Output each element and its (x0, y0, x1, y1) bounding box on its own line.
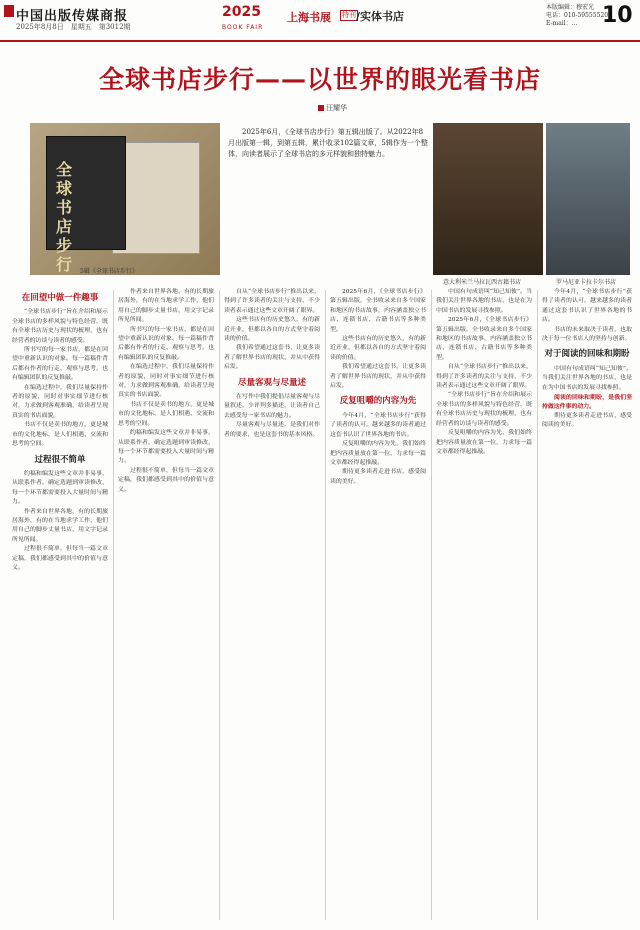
paragraph: 中国有句成语叫“知己知彼”。当我们关注世界各地的书店，也是在为中国书店的发展寻找参照。 (542, 365, 632, 391)
column-divider (113, 290, 114, 920)
book-fair-name: 上海书展 (287, 11, 331, 24)
paragraph: 中国有句成语叫“知己知彼”。当我们关注世界各地的书店，也是在为中国书店的发展寻找参照。 (436, 289, 532, 314)
subheading-1: 在回望中做一件趣事 (21, 293, 99, 303)
column-4 (330, 288, 426, 923)
intro-paragraph: 2025年6月，《全球书店步行》第五辑出版了。从2022年8月出版第一辑，到第五辑，累计收录102篇文章，5辑作为一个整体，向读者展示了全球书店的多元样貌和独特魅力。 (228, 128, 428, 158)
cover-title: 全球书店步行 (56, 160, 73, 274)
paragraph: 书店的未来取决于读者，也取决于每一位书店人的坚持与创新。 (542, 326, 632, 343)
column-1 (12, 288, 108, 923)
paragraph: 我们希望通过这套书，让更多读者了解世界书店的现状，并从中获得启发。 (224, 345, 320, 371)
column-2 (118, 288, 214, 923)
highlight-paragraph: 阅读的回味和期盼，是我们坚持做这件事的动力。 (542, 394, 632, 411)
paper-name: 中国出版传媒商报 (16, 9, 129, 24)
caption-street: 罗马尼亚卡拉卡尔书店 (556, 279, 617, 286)
paragraph: “全球书店步行”旨在介绍和展示全球书店的多样风貌与特色经营，既有全球书店历史与现状的梳理，也有经营者的访谈与读者的感受。 (12, 309, 108, 344)
paragraph: 我们希望通过这套书，让更多读者了解世界书店的现状，并从中获得启发。 (330, 364, 426, 390)
masthead (0, 0, 640, 42)
paragraph: 今年4月，“全球书店步行”获得了读者的认可，越来越多的读者通过这套书认识了世界各地的书店。 (542, 289, 632, 324)
subheading-4: 对于阅读的回味和期盼 (544, 349, 630, 360)
paragraph: 自从“全球书店步行”推出以来，得到了许多读者的关注与支持，不少读者表示通过这些文章开阔了眼界。 (224, 289, 320, 314)
issue-line: 2025年8月8日 星期五 第3012期 (16, 23, 131, 31)
paragraph: 约稿和编发这些文章并非易事，从联系作者、确定选题到审读修改，每一个环节都需要投入大量时间与精力。 (12, 470, 108, 506)
paragraph: 2025年6月，《全球书店步行》第五辑出版，全书收录来自多个国家和地区的书店故事，内容涵盖独立书店、连锁书店、古籍书店等多种类型。 (330, 289, 426, 333)
subheading-5: 反复咀嚼的内容为先 (339, 396, 417, 407)
column-3 (224, 288, 320, 923)
byline: 汪耀华 (318, 103, 347, 113)
editor-info (546, 4, 608, 28)
paragraph: 书店不仅是卖书的地方，更是城市的文化地标，是人们相遇、交流和思考的空间。 (118, 401, 214, 427)
paragraph: “全球书店步行”旨在介绍和展示全球书店的多样风貌与特色经营，既有全球书店历史与现状的梳理，也有经营者的访谈与读者的感受。 (436, 392, 532, 427)
paragraph: 在编选过程中，我们尽量保持作者的原貌，同时对事实细节进行核对，力求做到客观准确，给读者呈现真实的书店面貌。 (12, 384, 108, 419)
paragraph: 反复咀嚼的内容为先，我们始终把内容质量放在第一位，力求每一篇文章都经得起推敲。 (436, 430, 532, 455)
paragraph: 期待更多读者走进书店，感受阅读的美好。 (330, 469, 426, 485)
paragraph: 今年4月，“全球书店步行”获得了读者的认可，越来越多的读者通过这套书认识了世界各地的书店。 (330, 412, 426, 438)
paragraph: 2025年6月，《全球书店步行》第五辑出版，全书收录来自多个国家和地区的书店故事，内容涵盖独立书店、连锁书店、古籍书店等多种类型。 (436, 317, 532, 361)
paragraph: 过程很不简单，但每当一篇文章定稿，我们都感受到其中的价值与意义。 (12, 546, 108, 571)
store-photo (433, 123, 543, 275)
paragraph: 所书写的每一家书店，都是在回望中重新认识的对象。每一篇稿件背后都有作者的行走、观察与思考，也有编辑团队的反复推敲。 (118, 326, 214, 361)
paragraph: 自从“全球书店步行”推出以来，得到了许多读者的关注与支持，不少读者表示通过这些文章开阔了眼界。 (436, 364, 532, 390)
paragraph: 书店不仅是卖书的地方，更是城市的文化地标，是人们相遇、交流和思考的空间。 (12, 422, 108, 448)
paragraph: 所书写的每一家书店，都是在回望中重新认识的对象。每一篇稿件背后都有作者的行走、观察与思考，也有编辑团队的反复推敲。 (12, 347, 108, 382)
paragraph: 这些书店有的历史悠久，有的新近开业，但都以各自的方式坚守着阅读的价值。 (330, 336, 426, 361)
phone-line: 电话：010-59555520 (546, 12, 609, 19)
book-fair-logo: 2025 (222, 4, 261, 20)
paragraph: 期待更多读者走进书店，感受阅读的美好。 (542, 412, 632, 429)
column-divider (325, 290, 326, 920)
street-photo (546, 123, 630, 275)
paragraph: 作者来自世界各地，有的长期旅居海外，有的在当地求学工作，他们用自己的脚步丈量书店，用文字记录所见所闻。 (118, 289, 214, 324)
column-divider (431, 290, 432, 920)
book-fair-sub: BOOK FAIR (222, 24, 264, 31)
paragraph: 反复咀嚼的内容为先，我们始终把内容质量放在第一位，力求每一篇文章都经得起推敲。 (330, 441, 426, 466)
subheading-3: 尽量客观与尽量述 (237, 377, 306, 388)
special-tag: 特刊 (342, 11, 356, 19)
intro-text (228, 127, 428, 160)
paragraph: 约稿和编发这些文章并非易事，从联系作者、确定选题到审读修改，每一个环节都需要投入大量时间与精力。 (118, 430, 214, 465)
header-rule (0, 40, 640, 42)
section-name: /实体书店 (356, 10, 405, 23)
headline: 全球书店步行——以世界的眼光看书店 (98, 65, 541, 94)
paragraph: 作者来自世界各地，有的长期旅居海外，有的在当地求学工作，他们用自己的脚步丈量书店，用文字记录所见所闻。 (12, 508, 108, 543)
column-divider (219, 290, 220, 920)
column-divider (537, 290, 538, 920)
paragraph: 过程很不简单，但每当一篇文章定稿，我们都感受到其中的价值与意义。 (118, 467, 214, 493)
paper-logo-icon (4, 5, 14, 17)
caption-cover: 5辑《全球书店步行》 (80, 268, 138, 275)
paragraph: 在编选过程中，我们尽量保持作者的原貌，同时对事实细节进行核对，力求做到客观准确，给读者呈现真实的书店面貌。 (118, 364, 214, 399)
column-5 (436, 288, 532, 923)
column-6 (542, 288, 632, 923)
caption-store: 意大利米兰马拉瓦西古籍书店 (443, 279, 522, 286)
paragraph: 这些书店有的历史悠久，有的新近开业，但都以各自的方式坚守着阅读的价值。 (224, 317, 320, 343)
page-number: 10 (602, 3, 633, 28)
email-line: E-mail：… (546, 20, 578, 27)
paragraph: 在写作中我们提倡尽量客观与尽量叙述，少评判多描述，让读者自己去感受每一家书店的魅力。 (224, 394, 320, 419)
paragraph: 尽量客观与尽量述，是我们对作者的要求，也是这套书的基本风格。 (224, 422, 320, 438)
subheading-2: 过程很不简单 (34, 454, 86, 465)
editor-line: 本版编辑：穆宏光 (546, 4, 595, 11)
